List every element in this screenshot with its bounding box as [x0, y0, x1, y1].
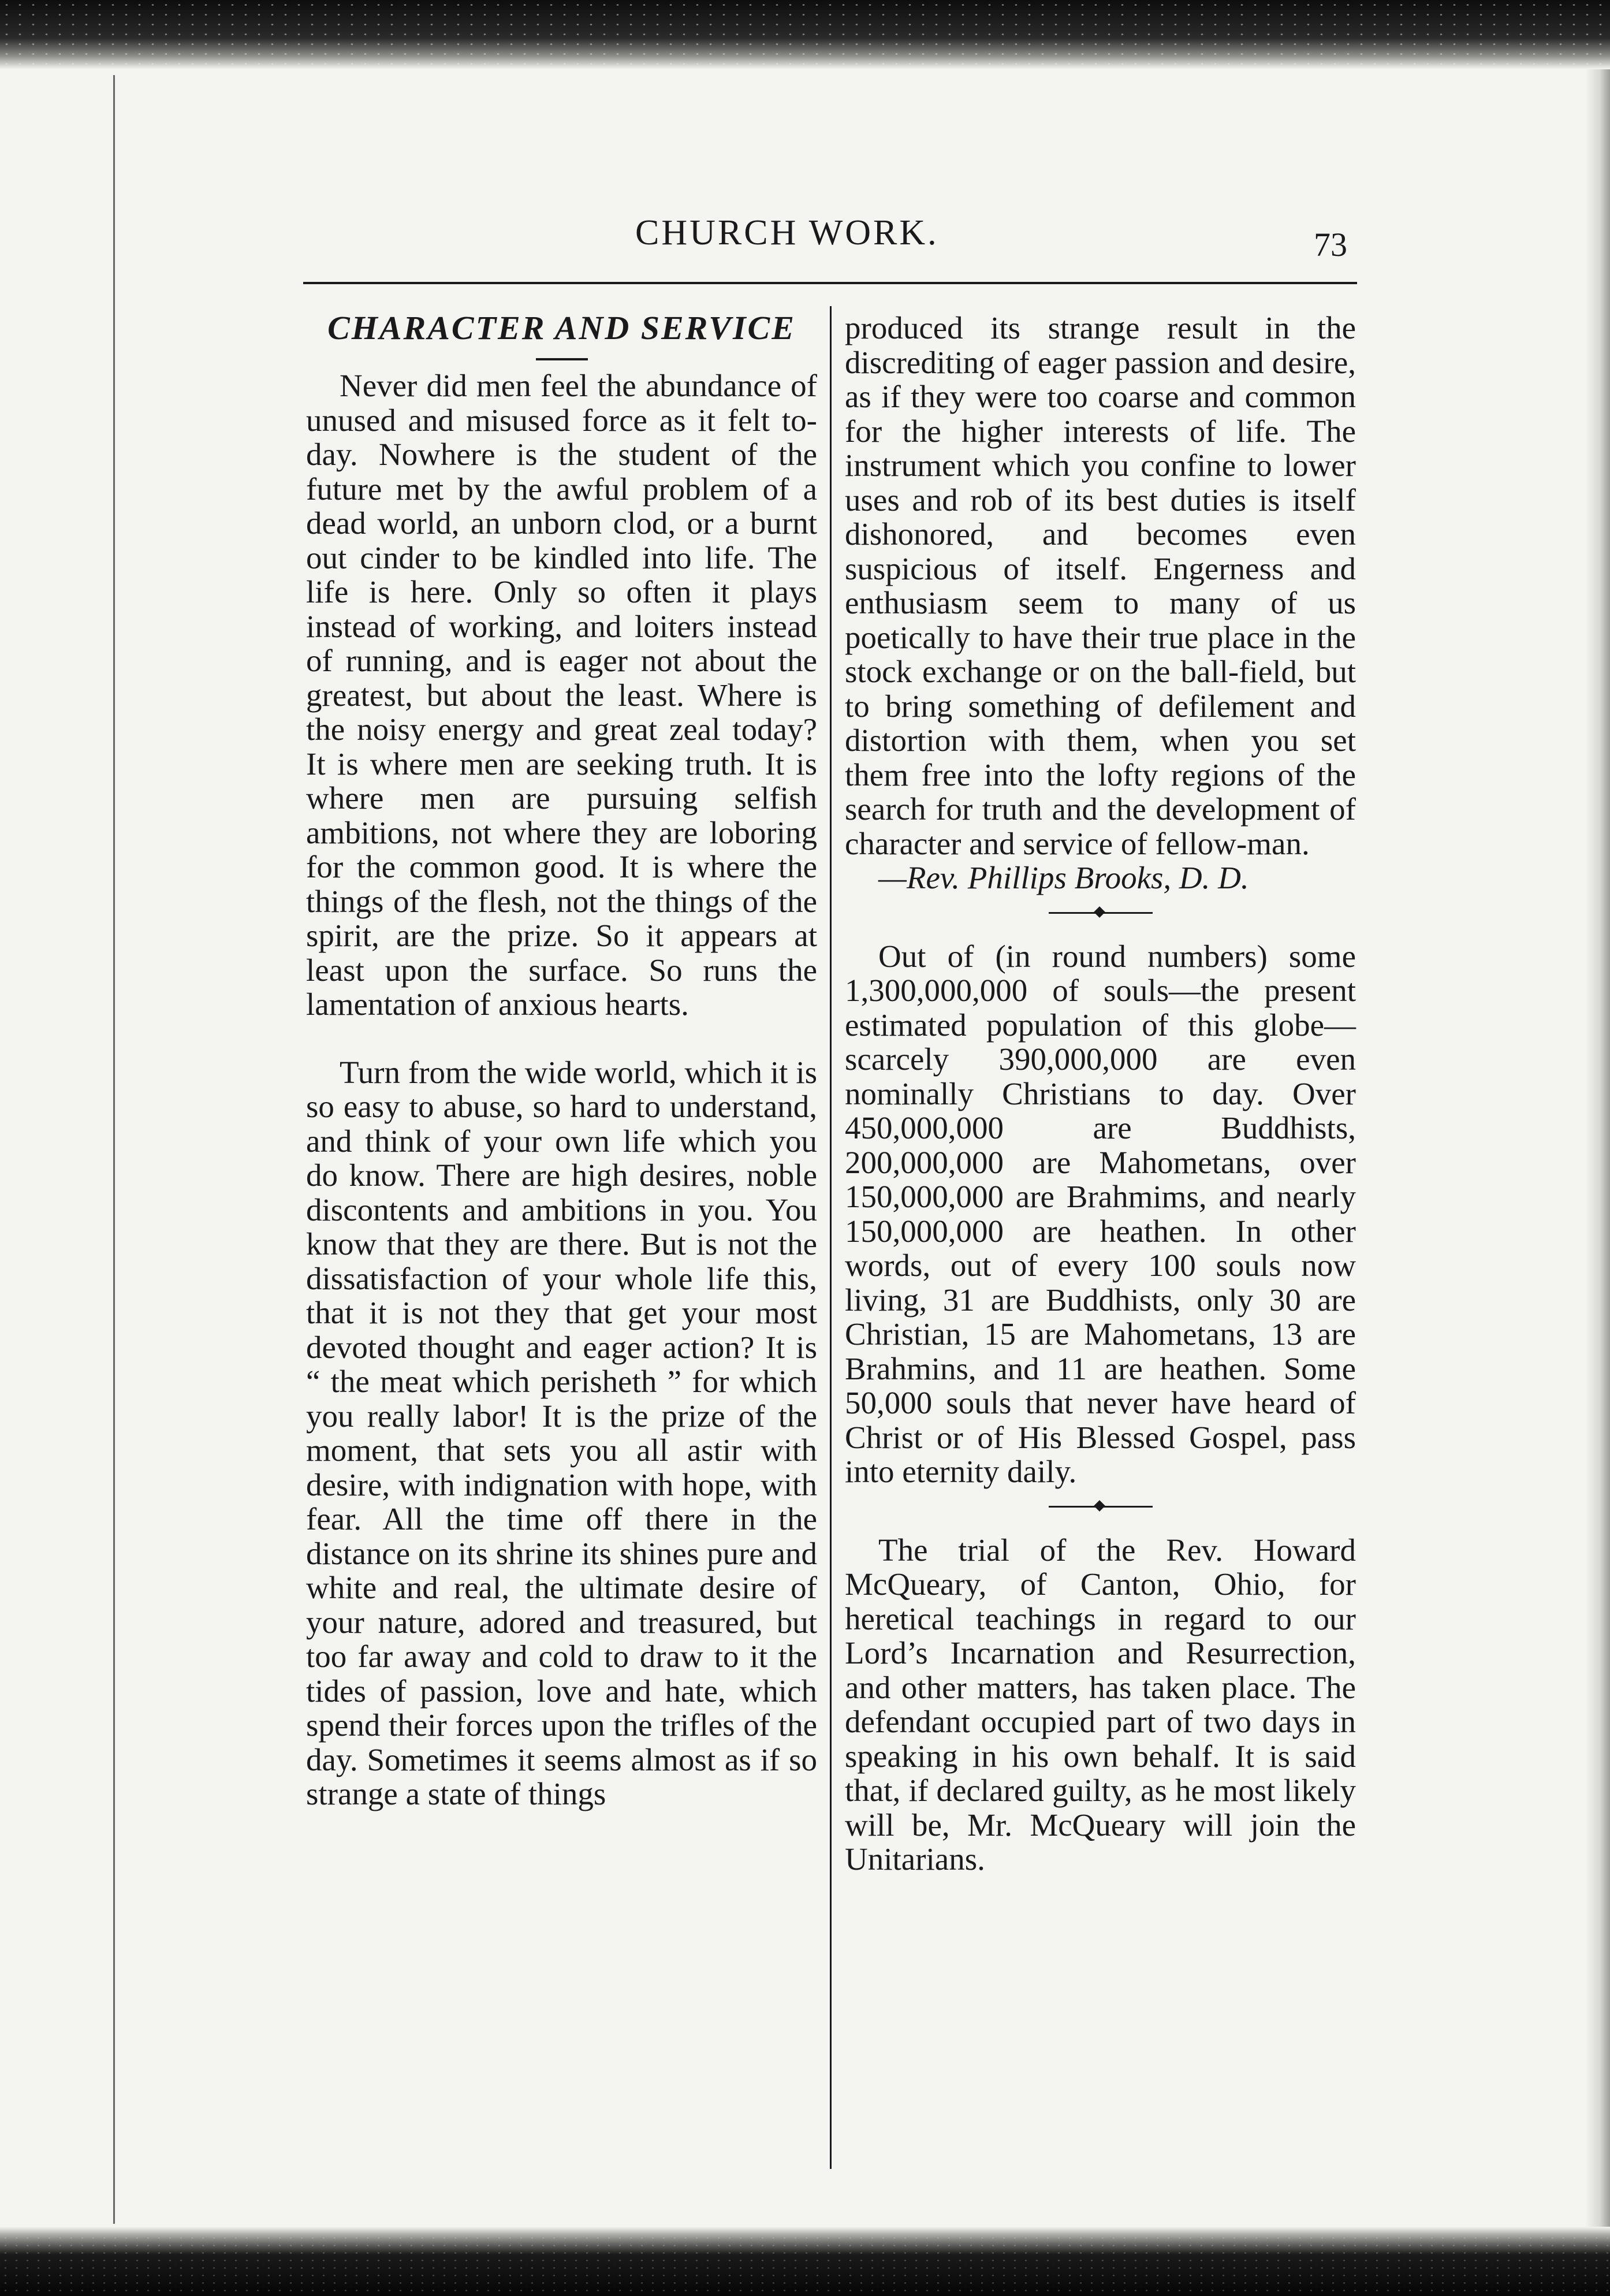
- running-head: CHURCH WORK.: [635, 213, 939, 252]
- scan-gutter-line: [113, 75, 115, 2224]
- section-ornament: [1049, 907, 1153, 920]
- left-column: [306, 311, 817, 1811]
- scan-top-edge: [0, 0, 1610, 69]
- right-item-population: Out of (in round numbers) some 1,300,000,000 of souls—the present estimated population of this globe—scarcely 390,000,000 are even nominally Christians to day. Over 450,000,000 are Buddhists, 200,000,000 are Mahometans, over 150,000,000 are Brahmims, and nearly 150,000,000 are heathen. In other words, out of every 100 souls now living, 31 are Buddhists, only 30 are Christian, 15 are Mahometans, 13 are Brahmins, and 11 are heathen. Some 50,000 souls that never have heard of Christ or of His Blessed Gospel, pass into eternity daily.: [845, 938, 1356, 1489]
- byline: —Rev. Phillips Brooks, D. D.: [878, 860, 1249, 895]
- scan-bottom-edge: [0, 2227, 1610, 2296]
- left-paragraph-2: Turn from the wide world, which it is so easy to abuse, so hard to understand, and think of your own life which you do know. There are high desires, noble discontents and ambitions in you. You know that they are there. But is not the dissatisfaction of your whole life this, that it is not they that get your most devoted thought and eager action? It is “ the meat which perisheth ” for which you really labor! It is the prize of the moment, that sets you all astir with desire, with indignation with hope, with fear. All the time off there in the distance on its shrine its shines pure and white and real, the ultimate desire of your nature, adored and treasured, but too far away and cold to draw to it the tides of passion, love and hate, which spend their forces upon the trifles of the day. Sometimes it seems almost as if so strange a state of things: [306, 1054, 817, 1811]
- right-column: [845, 311, 1356, 1877]
- section-ornament: [1049, 1501, 1153, 1513]
- page-number: 73: [1314, 226, 1347, 263]
- article-title: CHARACTER AND SERVICE: [327, 309, 796, 347]
- left-paragraph-1: Never did men feel the abundance of unused and misused force as it felt to-day. Nowhere is the student of the future met by the awful problem of a dead world, an unborn clod, or a burnt out cinder to be kindled into life. The life is here. Only so often it plays instead of working, and loiters instead of running, and is eager not about the greatest, but about the least. Where is the noisy energy and great zeal today? It is where men are seeking truth. It is where men are pursuing selfish ambitions, not where they are loboring for the common good. It is where the things of the flesh, not the things of the spirit, are the prize. So it appears at least upon the surface. So runs the lamentation of anxious hearts.: [306, 368, 817, 1022]
- right-continuation: produced its strange result in the discrediting of eager passion and desire, as if they were too coarse and common for the higher interests of life. The instrument which you confine to lower uses and rob of its best duties is itself dishonored, and becomes even suspicious of itself. Engerness and enthusiasm seem to many of us poetically to have their true place in the stock exchange or on the ball-field, but to bring something of defilement and distortion with them, when you set them free into the lofty regions of the search for truth and the development of character and service of fellow-man.: [845, 310, 1356, 861]
- header-rule: [303, 282, 1357, 284]
- scan-right-shadow: [1585, 69, 1610, 2227]
- title-dash: [536, 358, 588, 360]
- column-divider: [830, 306, 832, 2169]
- right-item-trial: The trial of the Rev. Howard McQueary, of Canton, Ohio, for heretical teachings in regard to our Lord’s Incarnation and Resurrection, and other matters, has taken place. The defendant occupied part of two days in speaking in his own behalf. It is said that, if declared guilty, as he most likely will be, Mr. McQueary will join the Unitarians.: [845, 1532, 1356, 1877]
